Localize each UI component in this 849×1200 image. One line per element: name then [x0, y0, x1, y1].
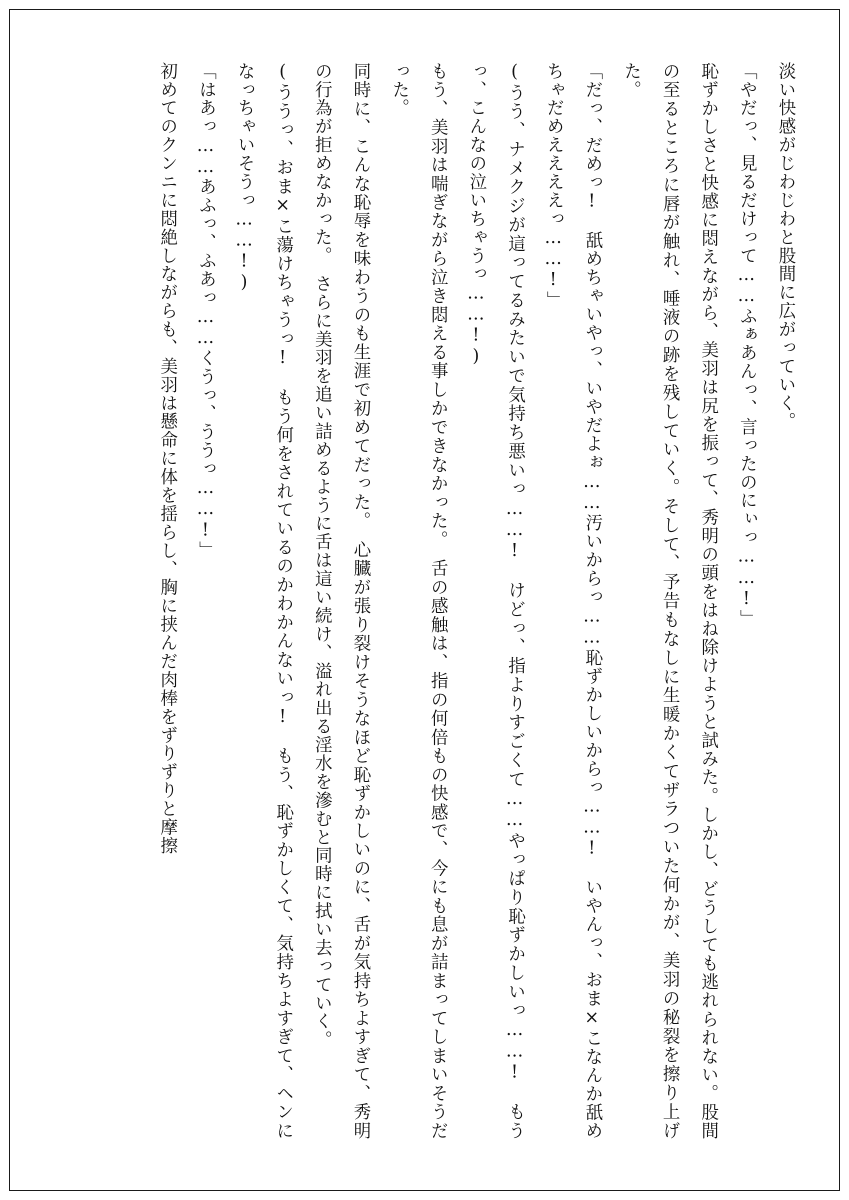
paragraph: 恥ずかしさと快感に悶えながら、美羽は尻を振って、秀明の頭をはね除けようと試みた。しかし、どうしても逃れられない。股間の至るところに唇が触れ、唾液の跡を残していく。そして、予告もなしに生暖かくてザラついた何かが、美羽の秘裂を擦り上げた。: [620, 62, 718, 1140]
paragraph: 同時に、こんな恥辱を味わうのも生涯で初めてだった。 心臓が張り裂けそうなほど恥ずかしいのに、舌が気持ちよすぎて、秀明の行為が拒めなかった。 さらに美羽を追い詰めるように舌は這い続け、溢れ出る淫水を滲むと同時に拭い去っていく。: [311, 62, 370, 1140]
paragraph: (ううっ、おま×こ蕩けちゃうっ! もう何をされているのかわかんないっ! もう、恥ずかしくて、気持ちよすぎて、ヘンになっちゃいそうっ……!): [234, 62, 293, 1140]
paragraph: 「やだっ、見るだけって……ふぁあんっ、言ったのにぃっ……!」: [736, 62, 757, 629]
paragraph: 「はあっ……あふっ、ふあっ……くうっ、ううっ……!」: [195, 62, 216, 560]
vertical-text-body: [48, 62, 804, 1140]
paragraph: 初めてのクンニに悶絶しながらも、美羽は懸命に体を揺らし、胸に挟んだ肉棒をずりずりと摩擦: [156, 62, 177, 856]
paragraph: 淡い快感がじわじわと股間に広がっていく。: [775, 62, 795, 431]
paragraph: 「だっ、だめっ! 舐めちゃいやっ、いやだよぉ……汚いからっ……恥ずかしいからっ……! いやんっ、おま×こなんか舐めちゃだめええええっ……!」: [543, 62, 602, 1140]
paragraph: もう、美羽は喘ぎながら泣き悶える事しかできなかった。 舌の感触は、指の何倍もの快感で、今にも息が詰まってしまいそうだった。: [388, 62, 448, 1140]
paragraph: (うう、ナメクジが這ってるみたいで気持ち悪いっ……! けどっ、指よりすごくて……やっぱり恥ずかしいっ……! もうっ、こんなの泣いちゃうっ……!): [465, 62, 525, 1140]
